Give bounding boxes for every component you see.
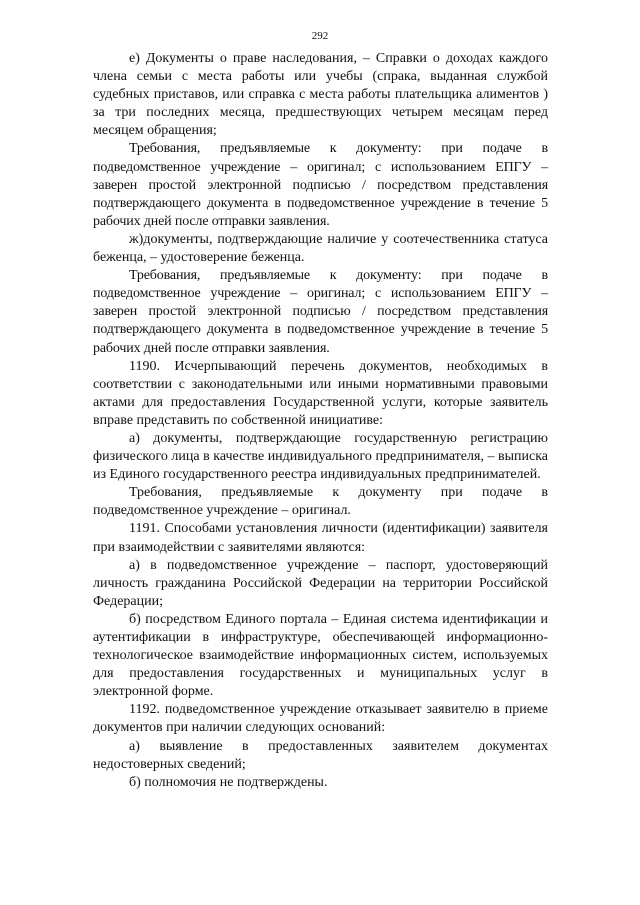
paragraph-refusal-reason-a: а) выявление в предоставленных заявителем документах недостоверных сведений; [93, 738, 548, 772]
paragraph-registration-documents: а) документы, подтверждающие государственную регистрацию физического лица в качестве индивидуального предпринимателя, – выписка из Единого государственного реестра индивидуальных предпринимателей. [93, 430, 548, 483]
paragraph-inheritance-documents: е) Документы о праве наследования, – Справки о доходах каждого члена семьи с места работы или учебы (спрака, выданная службой судебных приставов, или справка с места работы плательщика алиментов ) за три последних месяца, предшествующих четырем месяцам перед месяцем обращения; [93, 51, 548, 139]
paragraph-identity-portal: б) посредством Единого портала – Единая система идентификации и аутентификации в инфраструктуре, обеспечивающей информационно-технологическое взаимодействие информационных систем, используемых для предоставления государственных и муниципальных услуг в электронной форме. [93, 611, 548, 700]
paragraph-requirements-3: Требования, предъявляемые к документу при подаче в подведомственное учреждение – оригинал. [93, 485, 548, 519]
page-number: 292 [311, 30, 329, 42]
paragraph-refugee-documents: ж)документы, подтверждающие наличие у соотечественника статуса беженца, – удостоверение беженца. [93, 231, 548, 266]
paragraph-requirements-1: Требования, предъявляемые к документу: при подаче в подведомственное учреждение – оригинал; с использованием ЕПГУ – заверен простой электронной подписью / посредством представления подтверждающего документа в подведомственное учреждение в течение 5 рабочих дней после отправки заявления. [93, 141, 548, 229]
document-body [93, 50, 548, 792]
paragraph-1190: 1190. Исчерпывающий перечень документов, необходимых в соответствии с законодательными или иными нормативными правовыми актами для предоставления Государственной услуги, которые заявитель вправе представить по собственной инициативе: [93, 358, 548, 428]
paragraph-identity-office: а) в подведомственное учреждение – паспорт, удостоверяющий личность гражданина Российской Федерации на территории Российской Федерации; [93, 557, 548, 609]
paragraph-1191: 1191. Способами установления личности (идентификации) заявителя при взаимодействии с заявителями являются: [93, 521, 548, 555]
paragraph-requirements-2: Требования, предъявляемые к документу: при подаче в подведомственное учреждение – оригинал; с использованием ЕПГУ – заверен простой электронной подписью / посредством представления подтверждающего документа в подведомственное учреждение в течение 5 рабочих дней после отправки заявления. [93, 268, 548, 356]
paragraph-1192: 1192. подведомственное учреждение отказывает заявителю в приеме документов при наличии следующих оснований: [93, 702, 548, 736]
paragraph-refusal-reason-b: б) полномочия не подтверждены. [129, 774, 328, 790]
